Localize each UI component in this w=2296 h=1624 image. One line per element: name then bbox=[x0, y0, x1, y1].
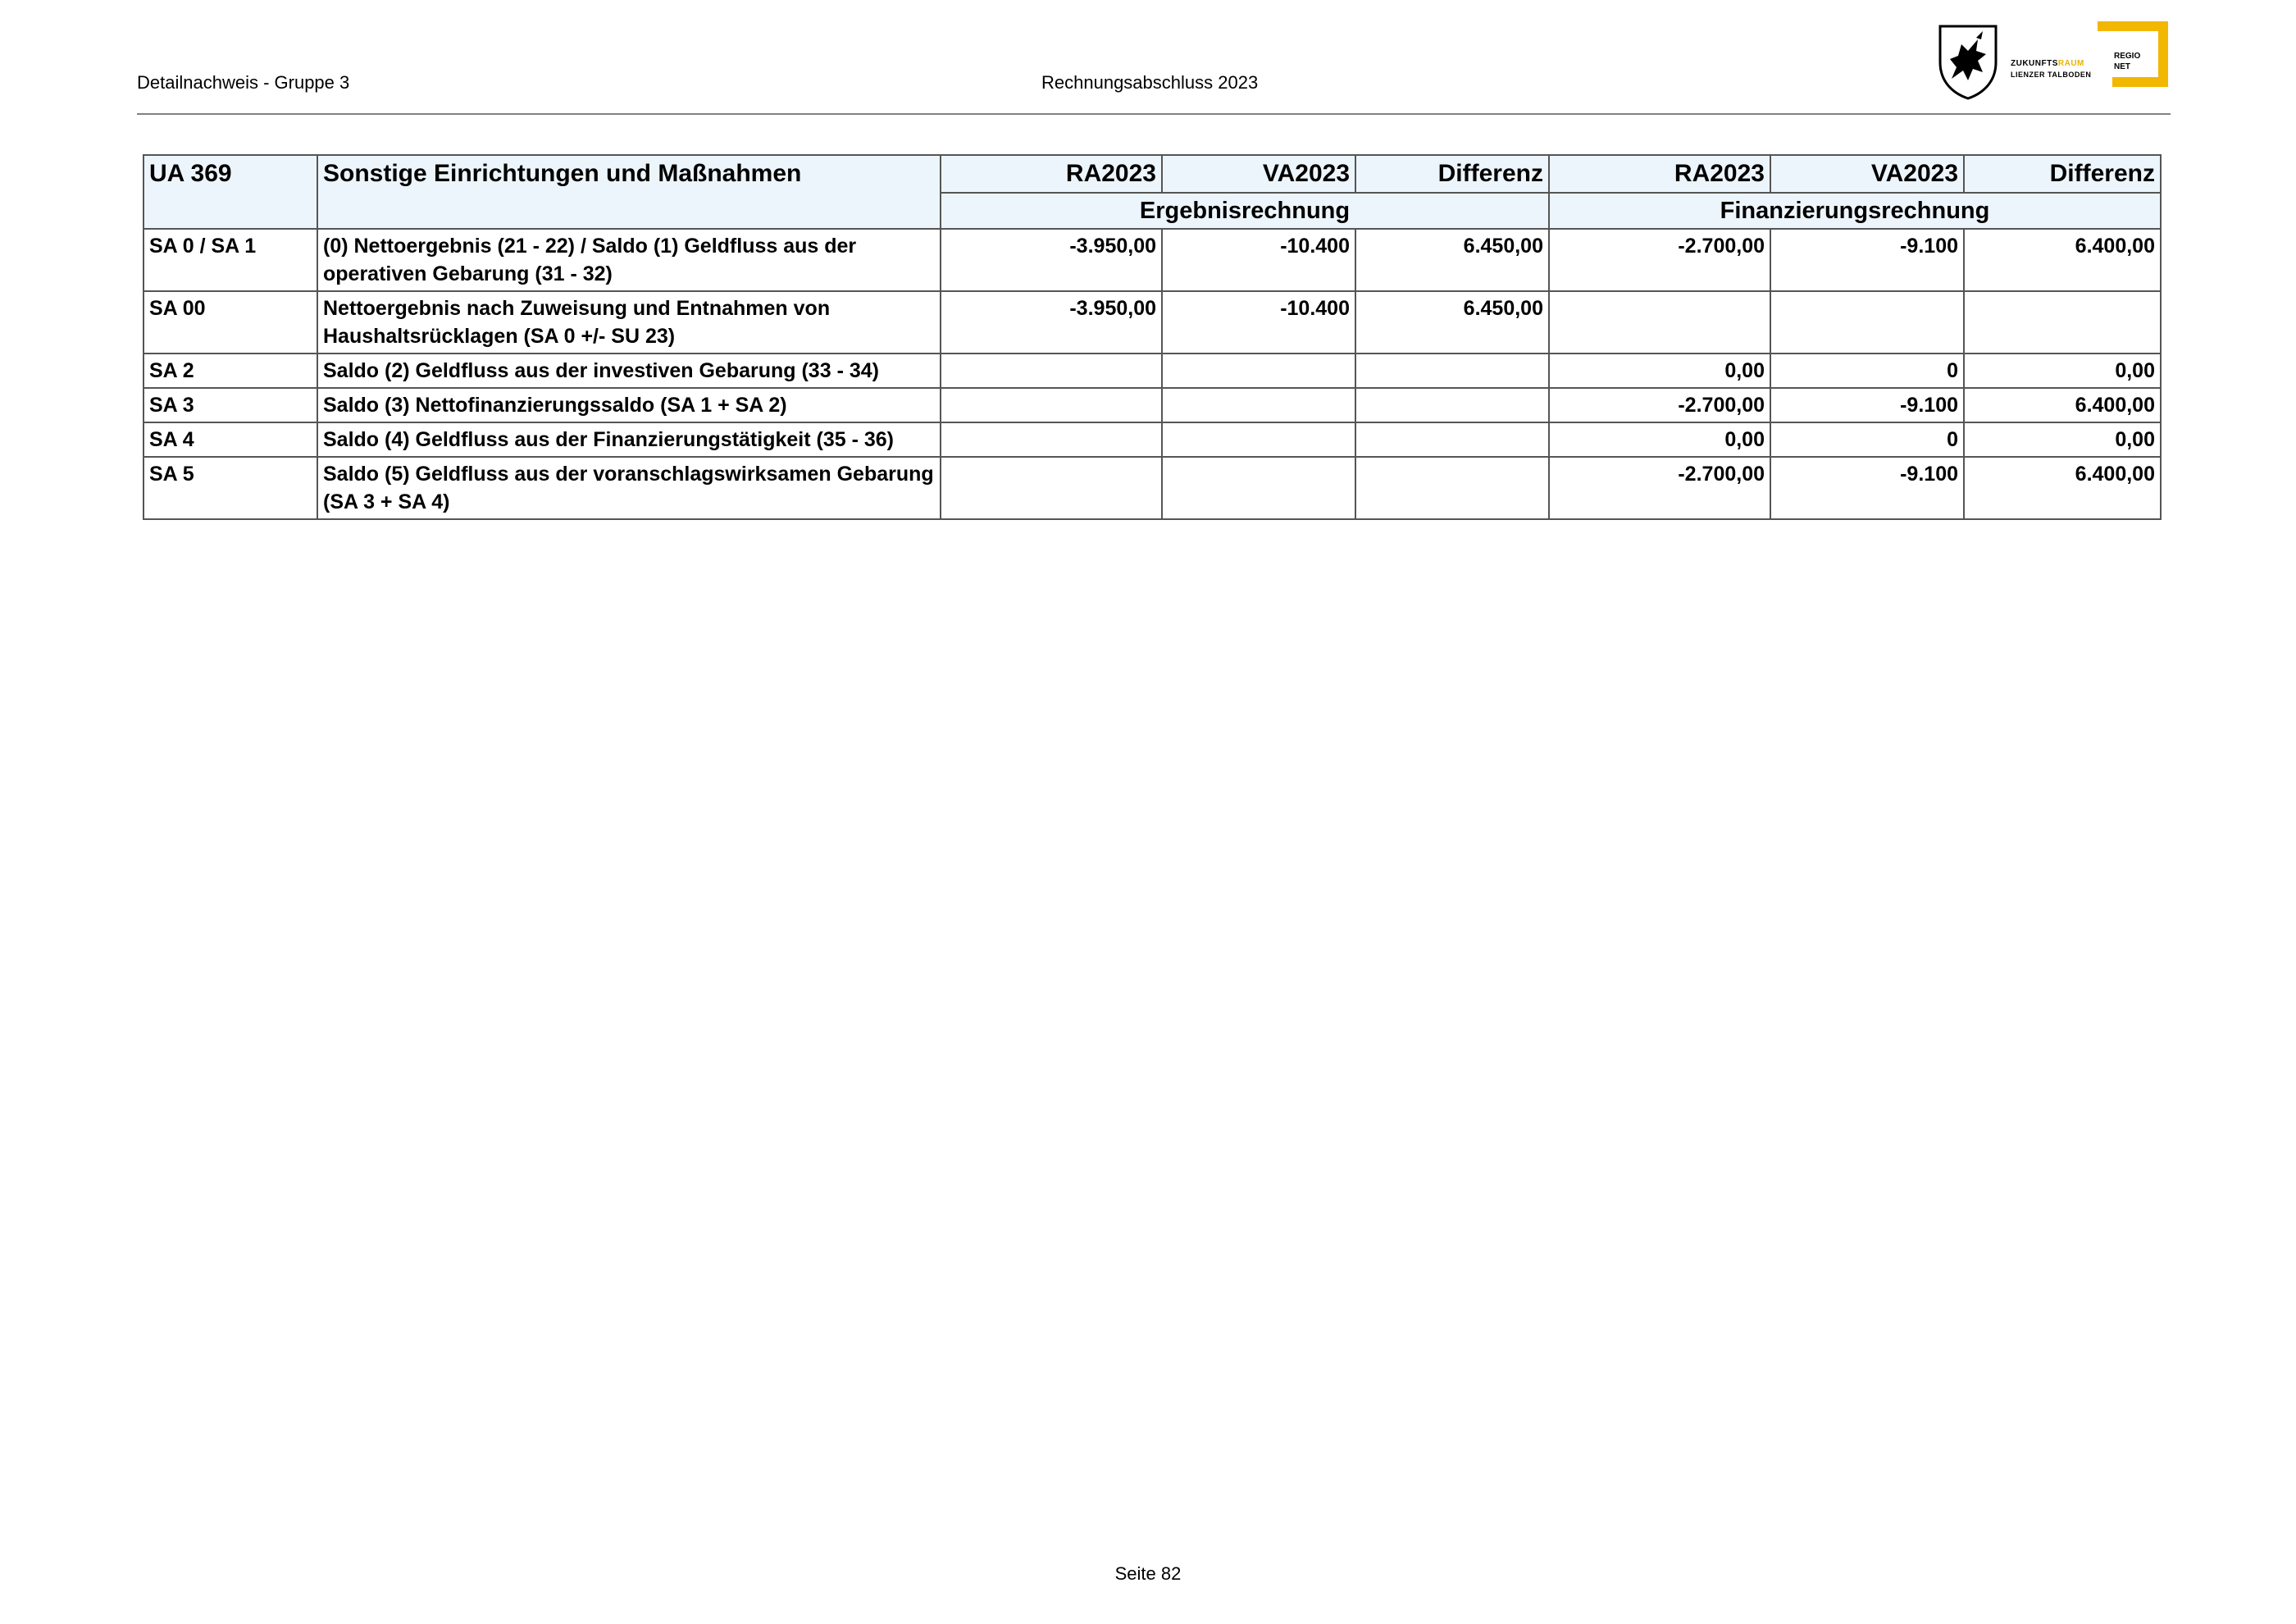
unit-code: UA 369 bbox=[144, 155, 317, 229]
cell-value: 6.450,00 bbox=[1355, 291, 1549, 354]
row-code: SA 4 bbox=[144, 422, 317, 457]
row-label: Saldo (5) Geldfluss aus der voranschlagswirksamen Gebarung (SA 3 + SA 4) bbox=[317, 457, 941, 519]
table-row bbox=[144, 229, 2161, 291]
row-code: SA 0 / SA 1 bbox=[144, 229, 317, 291]
cell-value: 0,00 bbox=[1549, 354, 1770, 388]
table-header-row bbox=[144, 155, 2161, 193]
cell-value bbox=[941, 388, 1162, 422]
cell-value: -3.950,00 bbox=[941, 291, 1162, 354]
col-header: Differenz bbox=[1355, 155, 1549, 193]
cell-value: -2.700,00 bbox=[1549, 388, 1770, 422]
cell-value bbox=[1549, 291, 1770, 354]
cell-value bbox=[1964, 291, 2161, 354]
page-number: Seite 82 bbox=[1114, 1563, 1182, 1584]
col-header: VA2023 bbox=[1770, 155, 1964, 193]
regionet-wordmark: REGIO NET bbox=[2114, 52, 2141, 71]
cell-value: -10.400 bbox=[1162, 291, 1355, 354]
zukunftsraum-subtitle: LIENZER TALBODEN bbox=[2011, 71, 2092, 79]
cell-value bbox=[941, 457, 1162, 519]
cell-value: -9.100 bbox=[1770, 388, 1964, 422]
row-label: Nettoergebnis nach Zuweisung und Entnahmen von Haushaltsrücklagen (SA 0 +/- SU 23) bbox=[317, 291, 941, 354]
cell-value: -10.400 bbox=[1162, 229, 1355, 291]
header-document-title: Rechnungsabschluss 2023 bbox=[1041, 72, 1259, 93]
cell-value: -9.100 bbox=[1770, 229, 1964, 291]
cell-value: -9.100 bbox=[1770, 457, 1964, 519]
cell-value: 0,00 bbox=[1549, 422, 1770, 457]
group-header-ergebnis: Ergebnisrechnung bbox=[941, 193, 1549, 229]
col-header: VA2023 bbox=[1162, 155, 1355, 193]
table-row bbox=[144, 422, 2161, 457]
cell-value bbox=[1162, 388, 1355, 422]
cell-value bbox=[1162, 422, 1355, 457]
unit-title: Sonstige Einrichtungen und Maßnahmen bbox=[317, 155, 941, 229]
cell-value: 0,00 bbox=[1964, 422, 2161, 457]
col-header: RA2023 bbox=[941, 155, 1162, 193]
cell-value bbox=[1770, 291, 1964, 354]
cell-value bbox=[1162, 354, 1355, 388]
cell-value bbox=[1355, 354, 1549, 388]
cell-value: 0 bbox=[1770, 354, 1964, 388]
coat-of-arms-logo bbox=[1935, 21, 2001, 100]
cell-value: -2.700,00 bbox=[1549, 457, 1770, 519]
row-code: SA 2 bbox=[144, 354, 317, 388]
cell-value bbox=[941, 422, 1162, 457]
cell-value: 0 bbox=[1770, 422, 1964, 457]
row-code: SA 5 bbox=[144, 457, 317, 519]
cell-value: 6.450,00 bbox=[1355, 229, 1549, 291]
group-header-finanzierung: Finanzierungsrechnung bbox=[1549, 193, 2161, 229]
cell-value: -3.950,00 bbox=[941, 229, 1162, 291]
row-label: (0) Nettoergebnis (21 - 22) / Saldo (1) Geldfluss aus der operativen Gebarung (31 - 32) bbox=[317, 229, 941, 291]
zukunftsraum-wordmark: ZUKUNFTSRAUM bbox=[2011, 59, 2084, 68]
cell-value: 6.400,00 bbox=[1964, 388, 2161, 422]
table-row bbox=[144, 354, 2161, 388]
row-code: SA 3 bbox=[144, 388, 317, 422]
row-label: Saldo (2) Geldfluss aus der investiven Gebarung (33 - 34) bbox=[317, 354, 941, 388]
table-row bbox=[144, 388, 2161, 422]
header-divider bbox=[137, 113, 2171, 115]
cell-value: 6.400,00 bbox=[1964, 457, 2161, 519]
balance-table bbox=[143, 154, 2162, 520]
col-header: RA2023 bbox=[1549, 155, 1770, 193]
table-row bbox=[144, 291, 2161, 354]
row-label: Saldo (3) Nettofinanzierungssaldo (SA 1 + SA 2) bbox=[317, 388, 941, 422]
row-label: Saldo (4) Geldfluss aus der Finanzierungstätigkeit (35 - 36) bbox=[317, 422, 941, 457]
cell-value bbox=[941, 354, 1162, 388]
cell-value: 6.400,00 bbox=[1964, 229, 2161, 291]
col-header: Differenz bbox=[1964, 155, 2161, 193]
cell-value bbox=[1355, 422, 1549, 457]
table-row bbox=[144, 457, 2161, 519]
cell-value: -2.700,00 bbox=[1549, 229, 1770, 291]
cell-value bbox=[1355, 388, 1549, 422]
cell-value: 0,00 bbox=[1964, 354, 2161, 388]
cell-value bbox=[1162, 457, 1355, 519]
row-code: SA 00 bbox=[144, 291, 317, 354]
cell-value bbox=[1355, 457, 1549, 519]
header-section-title: Detailnachweis - Gruppe 3 bbox=[137, 72, 350, 93]
